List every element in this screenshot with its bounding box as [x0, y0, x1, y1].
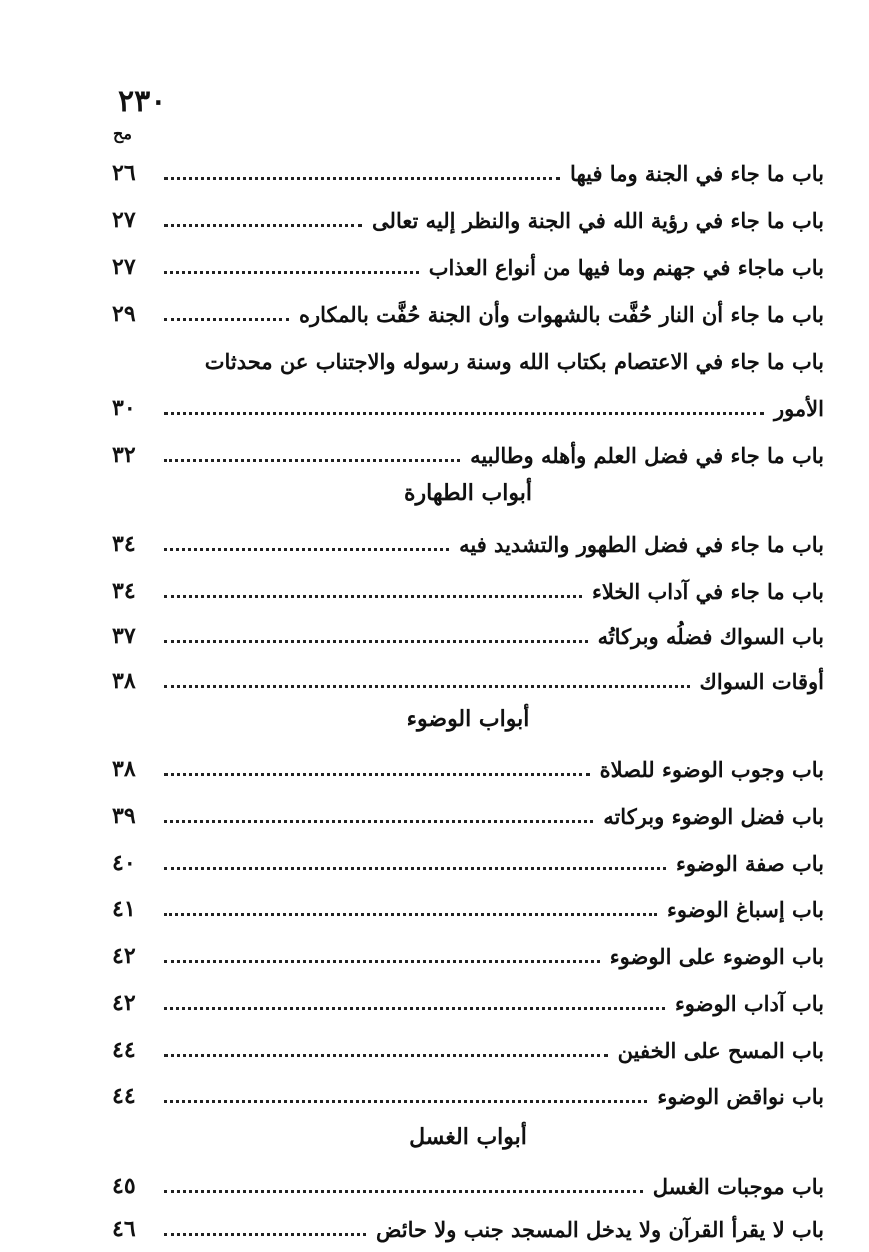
toc-entry: [112, 197, 824, 233]
dot-leader: [164, 912, 657, 916]
section-heading: أبواب الوضوء: [406, 706, 530, 732]
toc-entry: [112, 1163, 824, 1199]
toc-entry: [112, 385, 824, 421]
toc-entry-page: ٣٠: [112, 394, 136, 421]
toc-entry-page: ٤٤: [112, 1082, 136, 1109]
dot-leader: [164, 866, 666, 870]
dot-leader: [164, 411, 764, 415]
toc-entry: [112, 980, 824, 1016]
dot-leader: [164, 223, 362, 227]
dot-leader: [164, 772, 590, 776]
toc-entry: [112, 521, 824, 557]
toc-entry-title: باب إسباغ الوضوء: [667, 896, 824, 922]
toc-entry-title: باب السواك فضلُه وبركاتُه: [597, 623, 824, 649]
toc-entry: [112, 886, 824, 922]
toc-entry-page: ٣٨: [112, 667, 136, 694]
toc-entry-title: باب ما جاء في فضل العلم وأهله وطالبيه: [470, 442, 824, 468]
toc-entry-title: باب الوضوء على الوضوء: [609, 943, 824, 969]
toc-entry-page: ٤٤: [112, 1036, 136, 1063]
toc-entry: [112, 1073, 824, 1109]
dot-leader: [164, 458, 460, 462]
toc-entry-title: باب ما جاء في الجنة وما فيها: [570, 160, 824, 186]
toc-entry-title: باب صفة الوضوء: [676, 850, 824, 876]
toc-entry: [112, 432, 824, 468]
toc-entry-page: ٤١: [112, 895, 136, 922]
section-heading: أبواب الغسل: [409, 1124, 527, 1150]
toc-entry-page: ٣٨: [112, 755, 136, 782]
dot-leader: [164, 1232, 366, 1236]
toc-entry: [112, 1206, 824, 1242]
toc-entry: [112, 613, 824, 649]
toc-entry-title: باب ما جاء في الاعتصام بكتاب الله وسنة رسوله والاجتناب عن محدثات: [204, 348, 824, 374]
dot-leader: [164, 1189, 643, 1193]
toc-entry-page: ٢٧: [112, 253, 136, 280]
toc-entry: [112, 658, 824, 694]
section-heading: أبواب الطهارة: [404, 480, 532, 506]
toc-entry-page: ٢٩: [112, 300, 136, 327]
toc-entry-page: ٣٤: [112, 577, 136, 604]
dot-leader: [164, 959, 600, 963]
toc-entry-title: باب وجوب الوضوء للصلاة: [599, 756, 824, 782]
toc-entry: [112, 150, 824, 186]
toc-entry-page: ٢٧: [112, 206, 136, 233]
toc-entry-title: باب موجبات الغسل: [652, 1173, 824, 1199]
dot-leader: [164, 1053, 608, 1057]
toc-entry: [112, 840, 824, 876]
toc-entry-title: باب لا يقرأ القرآن ولا يدخل المسجد جنب ولا حائض: [376, 1216, 824, 1242]
dot-leader: [164, 1099, 647, 1103]
toc-entry-title: باب ما جاء في فضل الطهور والتشديد فيه: [459, 531, 824, 557]
toc-entry-title: باب ما جاء في آداب الخلاء: [592, 578, 824, 604]
toc-entry: [112, 1027, 824, 1063]
dot-leader: [164, 176, 560, 180]
toc-entry-title: باب المسح على الخفين: [617, 1037, 824, 1063]
dot-leader: [164, 1006, 665, 1010]
toc-entry-page: ٣٧: [112, 622, 136, 649]
dot-leader: [164, 594, 582, 598]
dot-leader: [164, 547, 449, 551]
toc-entry-page: ٤٢: [112, 989, 136, 1016]
toc-entry: [112, 568, 824, 604]
dot-leader: [164, 270, 419, 274]
toc-entry: [112, 933, 824, 969]
dot-leader: [164, 819, 593, 823]
toc-entry-page: ٤٥: [112, 1172, 136, 1199]
toc-entry: [112, 793, 824, 829]
toc-entry-title: الأمور: [773, 395, 824, 421]
toc-entry-title: باب آداب الوضوء: [674, 990, 824, 1016]
toc-entry-title: باب فضل الوضوء وبركاته: [603, 803, 824, 829]
toc-entry: [112, 338, 824, 374]
toc-entry-page: ٤٢: [112, 942, 136, 969]
dot-leader: [164, 317, 289, 321]
page-number: ٢٣٠: [118, 84, 167, 119]
dot-leader: [164, 684, 690, 688]
toc-entry-title: باب نواقض الوضوء: [657, 1083, 824, 1109]
toc-entry-page: ٢٦: [112, 159, 136, 186]
toc-entry-title: باب ماجاء في جهنم وما فيها من أنواع العذاب: [428, 254, 824, 280]
toc-entry-title: أوقات السواك: [699, 668, 824, 694]
toc-entry: [112, 244, 824, 280]
toc-entry-page: ٤٠: [112, 849, 136, 876]
toc-entry-title: باب ما جاء في رؤية الله في الجنة والنظر إليه تعالى: [372, 207, 824, 233]
toc-entry-page: ٣٤: [112, 530, 136, 557]
toc-entry: [112, 291, 824, 327]
catchword: ﻣﺢ: [113, 124, 132, 143]
toc-entry-page: ٤٦: [112, 1215, 136, 1242]
dot-leader: [164, 639, 588, 643]
toc-entry-page: ٣٢: [112, 441, 136, 468]
toc-entry-title: باب ما جاء أن النار حُفَّت بالشهوات وأن الجنة حُفَّت بالمكاره: [298, 301, 824, 327]
toc-entry-page: ٣٩: [112, 802, 136, 829]
toc-entry: [112, 746, 824, 782]
